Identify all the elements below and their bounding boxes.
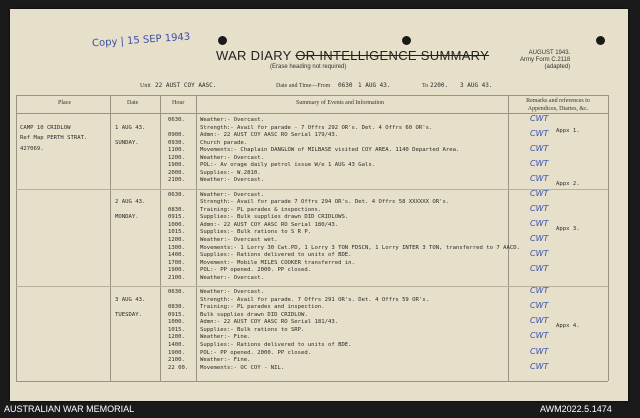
entry-text: Strength:- Avail for parade - 7 Offrs 292 OR's. Det. 4 Offrs 60 OR's. <box>200 124 433 131</box>
entry-text: Supplies:- Bulk rations to SRP. <box>200 326 305 333</box>
initials-signature: CWT <box>530 346 549 356</box>
from-time: 0630 <box>338 82 353 89</box>
to-time: 2200. <box>430 82 449 89</box>
title-main: WAR DIARY <box>216 48 292 63</box>
initials-signature: CWT <box>530 361 549 371</box>
unit-value: 22 AUST COY AASC. <box>155 82 217 89</box>
entry-text: Bulk supplies drawn DID CRIDLOW. <box>200 311 308 318</box>
entry-hour: 2000. <box>168 169 185 176</box>
entry-text: Supplies:- Rations delivered to units of BDE. <box>200 252 352 259</box>
entry-text: Weather:- Overcast. <box>200 289 264 296</box>
entry-hour: 1000. <box>168 319 185 326</box>
table-header-rule <box>16 113 608 114</box>
title-struck: OR INTELLIGENCE SUMMARY <box>295 48 490 63</box>
table-bottom-rule <box>16 381 608 382</box>
entry-hour: 2100. <box>168 274 185 281</box>
entry-hour: 1200. <box>168 154 185 161</box>
entry-text: Weather:- Overcast wet. <box>200 237 278 244</box>
entry-text: Training:- PL parades and inspection. <box>200 304 325 311</box>
initials-signature: CWT <box>530 218 549 228</box>
initials-signature: CWT <box>530 144 549 154</box>
entry-text: Supplies:- W.2810. <box>200 169 261 176</box>
entry-text: POL:- Av orage daily petrol issue W/e 1 AUG 43 Gals. <box>200 162 376 169</box>
received-stamp: Copy | 15 SEP 1943 <box>91 31 191 50</box>
entry-hour: 1700. <box>168 259 185 266</box>
column-divider <box>110 95 111 381</box>
place-line: CAMP 10 CRIDLOW <box>20 124 71 131</box>
entry-hour: 1300. <box>168 244 185 251</box>
entry-text: Supplies:- Bulk rations to S R P. <box>200 229 312 236</box>
from-date: 1 AUG 43. <box>358 82 391 89</box>
entry-text: Weather:- Overcast. <box>200 117 264 123</box>
initials-signature: CWT <box>530 203 549 213</box>
table-top-rule <box>16 95 608 96</box>
initials-signature: CWT <box>530 174 549 184</box>
initials-signature: CWT <box>530 264 549 274</box>
entry-text: Movements:- 1 Lorry 30 Cwt.PD, 1 Lorry 3 TON FDSCN, 1 Lorry INTER 3 TON, transferred to 7 AACD. <box>200 244 520 251</box>
entry-date: 2 AUG 43. <box>115 199 146 206</box>
column-header-remarks: Remarks and references to Appendices, Diaries, &c. <box>526 98 590 112</box>
entry-weekday: TUESDAY. <box>115 311 142 318</box>
entry-hour: 1900. <box>168 162 185 169</box>
entry-date: 1 AUG 43. <box>115 124 146 131</box>
punch-hole <box>218 36 227 45</box>
entry-hour: 1900. <box>168 267 185 274</box>
appendix-reference: Appx 1. <box>556 128 580 135</box>
appendix-reference: Appx 4. <box>556 323 580 330</box>
column-header-place: Place <box>58 100 71 106</box>
entry-hour: 0830. <box>168 304 185 311</box>
entry-hour: 1015. <box>168 326 185 333</box>
footer-institution: AUSTRALIAN WAR MEMORIAL <box>4 404 135 414</box>
entry-hour: 1100. <box>168 147 185 154</box>
entry-text: Weather:- Overcast. <box>200 177 264 184</box>
entry-hour: 1400. <box>168 341 185 348</box>
column-header-hour: Hour <box>172 100 185 106</box>
column-divider <box>160 95 161 381</box>
entry-hour: 22 00. <box>168 364 189 371</box>
entry-text: POL:- PP opened. 2000. PP closed. <box>200 349 312 356</box>
column-divider <box>196 95 197 381</box>
entry-text: Weather:- Overcast. <box>200 274 264 281</box>
column-divider <box>508 95 509 381</box>
entry-hour: 0900. <box>168 132 185 139</box>
initials-signature: CWT <box>530 331 549 341</box>
entry-hour: 2100. <box>168 177 185 184</box>
entry-hour: 0630. <box>168 289 185 296</box>
page-title <box>216 48 489 63</box>
entry-text: Weather:- Fine. <box>200 357 251 364</box>
entry-text: Movement:- Mobile MILES COOKER transferred in. <box>200 259 355 266</box>
entry-text: Strength:- Avail for parade 7 Offrs 294 OR's. Det. 4 Offrs 58 XXXXXX OR's. <box>200 199 450 206</box>
initials-signature: CWT <box>530 114 549 123</box>
initials-signature: CWT <box>530 188 549 198</box>
place-line: 427069. <box>20 145 44 152</box>
day-separator <box>16 189 608 190</box>
entry-hour: 0630. <box>168 191 185 198</box>
entry-text: Weather:- Overcast. <box>200 154 264 161</box>
entry-text: Training:- PL parades & inspections. <box>200 206 322 213</box>
appendix-reference: Appx 2. <box>556 181 580 188</box>
form-reference: AUGUST 1943. Army Form C.2118 (adapted) <box>520 50 571 70</box>
to-date: 3 AUG 43. <box>460 82 493 89</box>
initials-signature: CWT <box>530 301 549 311</box>
entry-text: Movements:- Chaplain DANGLOW of MILBASE visited COY AREA. 1140 Departed Area. <box>200 147 460 154</box>
entry-hour: 1200. <box>168 334 185 341</box>
footer-accession-number: AWM2022.5.1474 <box>540 404 612 414</box>
entry-hour: 1900. <box>168 349 185 356</box>
entry-hour: 0830. <box>168 206 185 213</box>
entry-text: Supplies:- Rations delivered to units of BDE. <box>200 341 352 348</box>
initials-signature: CWT <box>530 286 549 296</box>
column-header-summary: Summary of Events and Information <box>296 100 384 106</box>
entry-hour: 1000. <box>168 221 185 228</box>
day-separator <box>16 286 608 287</box>
table-border <box>608 95 609 381</box>
title-subtitle: (Erase heading not required) <box>270 64 347 70</box>
entry-hour: 1015. <box>168 229 185 236</box>
entry-text: Admn:- 22 AUST COY AASC RO Serial 180/43. <box>200 221 339 228</box>
entry-hour: 1200. <box>168 237 185 244</box>
entry-text: Weather:- Overcast. <box>200 191 264 198</box>
entry-hour: 0915. <box>168 214 185 221</box>
entry-hour: 0930. <box>168 139 185 146</box>
entry-text: POL:- PP opened. 2000. PP closed. <box>200 267 312 274</box>
entry-weekday: MONDAY. <box>115 214 139 221</box>
initials-signature: CWT <box>530 249 549 259</box>
initials-signature: CWT <box>530 234 549 244</box>
unit-label: Unit <box>140 83 151 89</box>
entry-text: Weather:- Fine. <box>200 334 251 341</box>
entry-text: Movements:- OC COY - NIL. <box>200 364 285 371</box>
entry-weekday: SUNDAY. <box>115 139 139 146</box>
entry-text: Admn:- 22 AUST COY AASC RO Serial 181/43. <box>200 319 339 326</box>
entry-date: 3 AUG 43. <box>115 296 146 303</box>
appendix-reference: Appx 3. <box>556 225 580 232</box>
punch-hole <box>596 36 605 45</box>
entry-text: Supplies:- Bulk supplies drawn DID CRIDLOWS. <box>200 214 349 221</box>
entry-hour: 1400. <box>168 252 185 259</box>
column-header-date: Date <box>127 100 139 106</box>
entry-hour: 0915. <box>168 311 185 318</box>
entry-text: Strength:- Avail for parade. 7 Offrs 291 OR's. Det. 4 Offrs 59 OR's. <box>200 296 430 303</box>
initials-signature: CWT <box>530 159 549 169</box>
entry-text: Admn:- 22 AUST COY AASC RO Serial 179/43. <box>200 132 339 139</box>
initials-signature: CWT <box>530 129 549 139</box>
initials-signature: CWT <box>530 316 549 326</box>
place-line: Ref Map PERTH STRAT. <box>20 135 88 142</box>
punch-hole <box>402 36 411 45</box>
entry-hour: 2100. <box>168 357 185 364</box>
datetime-label: Date and Time—From <box>276 83 331 89</box>
to-label: To <box>422 83 429 89</box>
table-border <box>16 95 17 381</box>
entry-text: Church parade. <box>200 139 248 146</box>
entry-hour: 0630. <box>168 117 185 123</box>
